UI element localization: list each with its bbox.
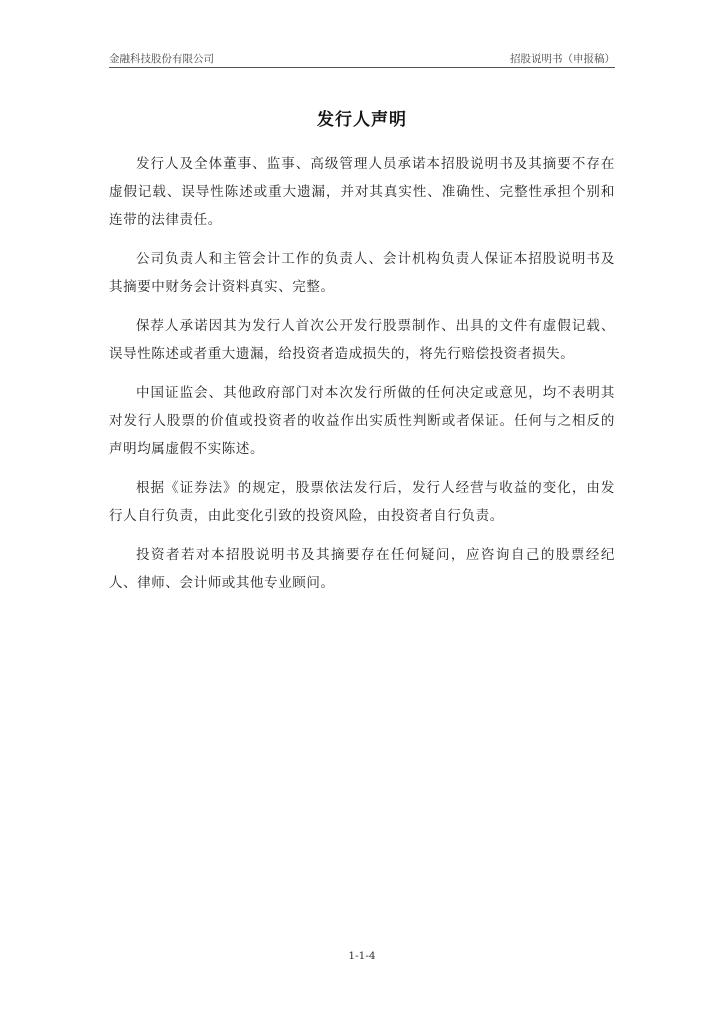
document-type: 招股说明书（申报稿） bbox=[510, 53, 615, 65]
paragraph-sponsor-commitment: 保荐人承诺因其为发行人首次公开发行股票制作、出具的文件有虚假记载、误导性陈述或者重大遗漏，给投资者造成损失的，将先行赔偿投资者损失。 bbox=[109, 318, 615, 362]
page-header bbox=[109, 51, 615, 68]
paragraph-securities-law: 根据《证券法》的规定，股票依法发行后，发行人经营与收益的变化，由发行人自行负责，由此变化引致的投资风险，由投资者自行负责。 bbox=[109, 480, 615, 524]
paragraph-csrc-disclaimer: 中国证监会、其他政府部门对本次发行所做的任何决定或意见，均不表明其对发行人股票的价值或投资者的收益作出实质性判断或者保证。任何与之相反的声明均属虚假不实陈述。 bbox=[109, 385, 615, 457]
statement-body bbox=[109, 150, 615, 608]
page-number: 1-1-4 bbox=[348, 950, 376, 962]
paragraph-investor-advice: 投资者若对本招股说明书及其摘要存在任何疑问，应咨询自己的股票经纪人、律师、会计师或其他专业顾问。 bbox=[109, 547, 615, 591]
paragraph-board-commitment: 发行人及全体董事、监事、高级管理人员承诺本招股说明书及其摘要不存在虚假记载、误导性陈述或重大遗漏，并对其真实性、准确性、完整性承担个别和连带的法律责任。 bbox=[109, 156, 615, 228]
page-title: 发行人声明 bbox=[317, 110, 407, 130]
company-name: 金融科技股份有限公司 bbox=[109, 53, 214, 65]
paragraph-financial-guarantee: 公司负责人和主管会计工作的负责人、会计机构负责人保证本招股说明书及其摘要中财务会计资料真实、完整。 bbox=[109, 251, 615, 295]
